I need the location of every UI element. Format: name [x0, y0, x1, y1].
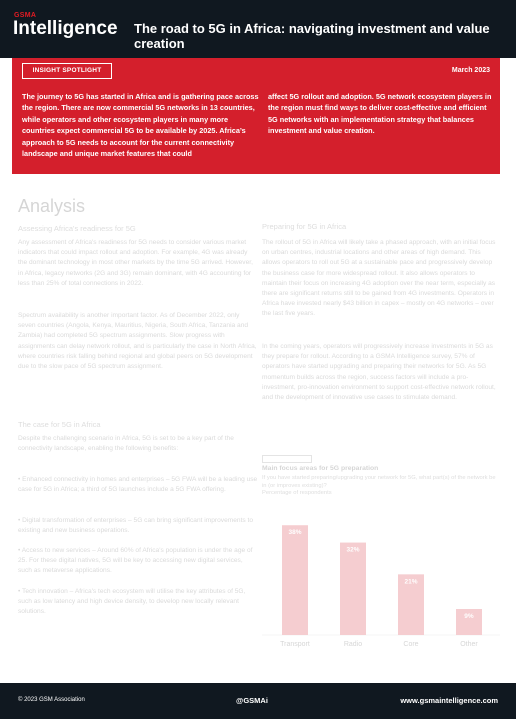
subheading-readiness: Assessing Africa's readiness for 5G [18, 224, 136, 233]
bar-value-label: 21% [404, 578, 418, 586]
bar-value-label: 38% [288, 529, 302, 537]
insight-spotlight-tag: INSIGHT SPOTLIGHT [22, 63, 112, 79]
subheading-preparing: Preparing for 5G in Africa [262, 222, 347, 231]
category-label: Core [403, 641, 419, 648]
spotlight-text-left: The journey to 5G has started in Africa and is gathering pace across the region. There are now commercial 5G networks in 13 countries, while operators and other ecosystem players in many more countries expect commercial 5G to be available by 2025. Africa’s approach to 5G needs to account for the current connectivity landscape and unique market features that could [22, 92, 259, 159]
bar-chart [262, 495, 500, 655]
category-label: Radio [343, 641, 363, 648]
paragraph-spectrum: Spectrum availability is another important factor. As of December 2022, only seven countries (Angola, Kenya, Mauritius, Nigeria, South Africa, Tanzania and Zambia) had completed 5G spectrum assignments. Slow progress with assignments can delay network rollout, and is particularly the case in North Africa, where countries risk falling behind regional and global peers on 5G development due to the slow pace of 5G spectrum assignment. [18, 312, 257, 371]
bullet-item: • Enhanced connectivity in homes and enterprises – 5G FWA will be a leading use case for 5G in Africa; a third of 5G launches include a 5G FWA offering. [18, 476, 258, 494]
footer-bar [0, 683, 516, 719]
website-link[interactable]: www.gsmaintelligence.com [400, 696, 498, 705]
analysis-heading: Analysis [18, 196, 86, 216]
bar-radio [340, 543, 366, 635]
paragraph-readiness: Any assessment of Africa's readiness for 5G needs to consider various market indicators that could impact rollout and adoption. For example, 4G was already the dominant technology in most other markets by the time 5G arrived. However, in Africa, legacy networks (2G and 3G) remain dominant, with 4G accounting for less than 25% of total connections in 2022. [18, 239, 253, 287]
chart-question: If you have started preparing/upgrading your network for 5G, what part(s) of the network be in (or improves existing)? Percentage of respondents [262, 475, 496, 496]
bullet-item: • Access to new services – Around 60% of Africa's population is under the age of 25. For these digital natives, 5G will be key to accessing new digital services, such as metaverse applications. [18, 547, 253, 575]
copyright-text: © 2023 GSM Association [18, 697, 85, 703]
analysis-section [0, 180, 516, 683]
category-label: Other [460, 641, 478, 648]
brand-logo: Intelligence [13, 18, 118, 39]
paragraph-momentum: In the coming years, operators will progressively increase investments in 5G as they prepare for rollout. According to a GSMA Intelligence survey, 57% of operators have started upgrading and preparing their networks for 5G. As 5G momentum builds across the region, success factors will include a pro-investment, pro-innovation environment to support cost-effective network rollout, and the development of innovative use cases to stimulate demand. [262, 343, 496, 402]
chart-title: Main focus areas for 5G preparation [262, 465, 379, 472]
bar-value-label: 32% [346, 546, 360, 554]
header-bar [0, 0, 516, 58]
category-label: Transport [280, 641, 310, 648]
paragraph-preparing: The rollout of 5G in Africa will likely take a phased approach, with an initial focus on urban centres, industrial locations and other areas of high demand. This allows operators to roll out 5G at a sustainable pace and progressively develop the business case for more widespread rollout. It also allows operators to maintain their focus on increasing 4G adoption over the near term, especially as there are significant returns still to be gained from 4G investments. Operators in Africa have invested nearly $43 billion in capex – mostly on 4G networks – over the last five years. [262, 239, 496, 318]
insight-spotlight-box [12, 58, 500, 174]
focus-areas-chart [262, 455, 500, 655]
social-handle[interactable]: @GSMAi [236, 696, 268, 705]
report-date: March 2023 [451, 67, 490, 74]
paragraph-case: Despite the challenging scenario in Africa, 5G is set to be a key part of the connectivity landscape, enabling the following benefits: [18, 435, 234, 453]
bar-transport [282, 525, 308, 635]
chart-tag [262, 455, 312, 463]
bar-value-label: 9% [464, 613, 474, 620]
page-title: The road to 5G in Africa: navigating investment and value creation [134, 21, 490, 51]
bullet-item: • Tech innovation – Africa's tech ecosystem will utilise the key attributes of 5G, such as low latency and high device density, to develop new locally relevant solutions. [18, 588, 246, 616]
bullet-item: • Digital transformation of enterprises – 5G can bring significant improvements to existing and new business operations. [18, 517, 254, 535]
gsma-logo-small: GSMA [14, 12, 37, 19]
subheading-case: The case for 5G in Africa [18, 420, 101, 429]
spotlight-text-right: affect 5G rollout and adoption. 5G network ecosystem players in the region must find ways to deliver cost-effective and efficient 5G networks with an implementation strategy that balances investment and value creation. [268, 92, 492, 136]
